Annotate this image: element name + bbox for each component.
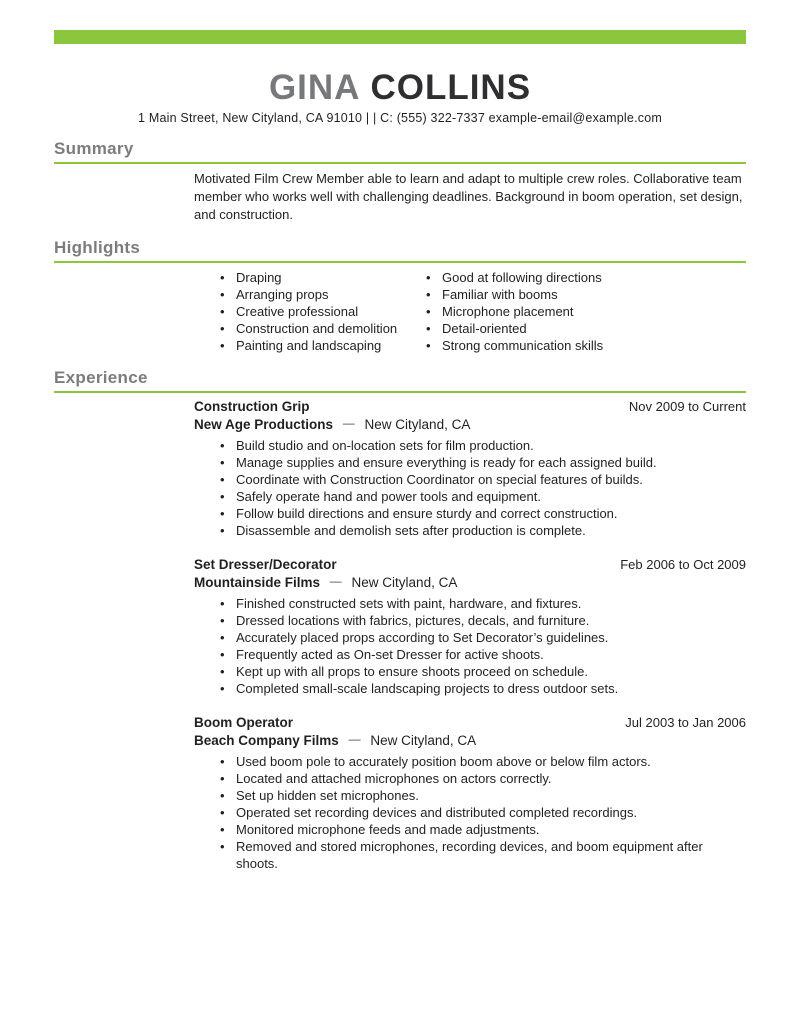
job-header — [194, 399, 746, 414]
contact-line: 1 Main Street, New Cityland, CA 91010 | | C: (555) 322-7337 example-email@example.com — [138, 111, 662, 125]
job-bullet: • Manage supplies and ensure everything is ready for each assigned build. — [194, 454, 746, 471]
job-bullet: • Finished constructed sets with paint, hardware, and fixtures. — [194, 595, 746, 612]
job-bullet: • Operated set recording devices and distributed completed recordings. — [194, 804, 746, 821]
experience-body — [194, 399, 746, 872]
first-name: GINA — [268, 68, 361, 107]
section-title-summary: Summary — [54, 139, 134, 158]
job-entry — [194, 557, 746, 697]
job-subheader — [194, 416, 746, 432]
job-bullet: • Safely operate hand and power tools and equipment. — [194, 488, 746, 505]
dash-separator-icon: — — [348, 732, 361, 746]
highlight-item: • Strong communication skills — [410, 337, 603, 354]
highlight-item: • Familiar with booms — [410, 286, 603, 303]
job-title: Construction Grip — [194, 399, 310, 414]
job-bullet: • Located and attached microphones on actors correctly. — [194, 770, 746, 787]
job-entry — [194, 715, 746, 872]
highlights-left-column — [204, 269, 410, 354]
resume-header — [54, 70, 746, 125]
summary-text: Motivated Film Crew Member able to learn and adapt to multiple crew roles. Collaborative team member who works well with challenging deadlines. Background in boom operation, set design, and construction. — [194, 171, 743, 222]
job-entry — [194, 399, 746, 539]
job-company: New Age Productions — [194, 417, 334, 432]
job-subheader — [194, 574, 746, 590]
highlight-item: • Detail-oriented — [410, 320, 603, 337]
job-subheader — [194, 732, 746, 748]
job-title: Boom Operator — [194, 715, 294, 730]
job-bullet: • Build studio and on-location sets for film production. — [194, 437, 746, 454]
job-bullet: • Follow build directions and ensure sturdy and correct construction. — [194, 505, 746, 522]
job-dates: Feb 2006 to Oct 2009 — [620, 557, 746, 572]
job-header — [194, 557, 746, 572]
job-bullet: • Accurately placed props according to Set Decorator’s guidelines. — [194, 629, 746, 646]
highlight-item: • Microphone placement — [410, 303, 603, 320]
highlights-divider — [54, 261, 746, 263]
highlight-item: • Good at following directions — [410, 269, 603, 286]
job-bullet: • Coordinate with Construction Coordinator on special features of builds. — [194, 471, 746, 488]
job-dates: Nov 2009 to Current — [628, 399, 746, 414]
job-bullet: • Completed small-scale landscaping projects to dress outdoor sets. — [194, 680, 746, 697]
top-accent-bar — [54, 30, 746, 44]
highlight-item: • Painting and landscaping — [204, 337, 410, 354]
job-bullet: • Disassemble and demolish sets after production is complete. — [194, 522, 746, 539]
section-title-experience: Experience — [54, 368, 148, 387]
job-bullet-list — [194, 595, 746, 697]
dash-separator-icon: — — [329, 574, 342, 588]
highlight-item: • Draping — [204, 269, 410, 286]
summary-section — [54, 139, 746, 224]
job-bullet: • Monitored microphone feeds and made adjustments. — [194, 821, 746, 838]
summary-divider — [54, 162, 746, 164]
dash-separator-icon: — — [342, 416, 355, 430]
job-bullet: • Used boom pole to accurately position boom above or below film actors. — [194, 753, 746, 770]
job-bullet: • Kept up with all props to ensure shoots proceed on schedule. — [194, 663, 746, 680]
last-name: COLLINS — [370, 68, 532, 107]
section-title-highlights: Highlights — [54, 238, 141, 257]
experience-section — [54, 368, 746, 872]
job-location: New Cityland, CA — [370, 733, 477, 748]
job-bullet-list — [194, 437, 746, 539]
experience-divider — [54, 391, 746, 393]
job-title: Set Dresser/Decorator — [194, 557, 337, 572]
job-bullet: • Set up hidden set microphones. — [194, 787, 746, 804]
highlights-right-column — [410, 269, 603, 354]
summary-body — [194, 170, 746, 224]
highlight-item: • Construction and demolition — [204, 320, 410, 337]
job-bullet-list — [194, 753, 746, 872]
job-location: New Cityland, CA — [351, 575, 458, 590]
job-bullet: • Frequently acted as On-set Dresser for active shoots. — [194, 646, 746, 663]
highlights-columns — [204, 269, 746, 354]
job-header — [194, 715, 746, 730]
highlight-item: • Creative professional — [204, 303, 410, 320]
job-company: Mountainside Films — [194, 575, 321, 590]
highlight-item: • Arranging props — [204, 286, 410, 303]
highlights-section — [54, 238, 746, 354]
job-bullet: • Removed and stored microphones, recording devices, and boom equipment after shoots. — [194, 838, 746, 872]
name-heading — [54, 70, 746, 105]
job-location: New Cityland, CA — [364, 417, 471, 432]
job-bullet: • Dressed locations with fabrics, pictures, decals, and furniture. — [194, 612, 746, 629]
job-company: Beach Company Films — [194, 733, 339, 748]
job-dates: Jul 2003 to Jan 2006 — [625, 715, 746, 730]
